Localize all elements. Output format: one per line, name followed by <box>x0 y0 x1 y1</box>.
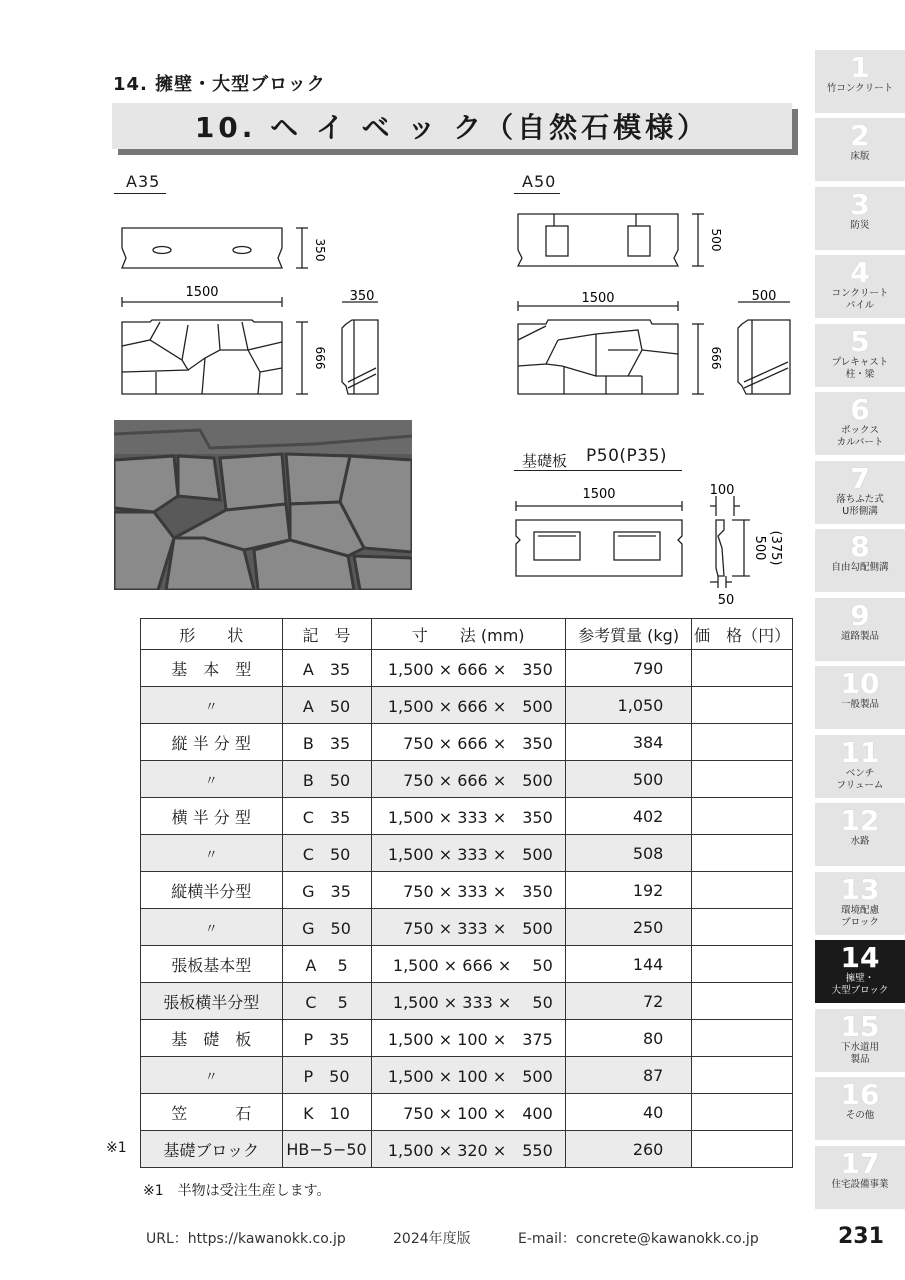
tab-label: 擁壁・ 大型ブロック <box>831 973 889 996</box>
dimension-cell: 1,500 × 100 × 500 <box>371 1057 565 1094</box>
tab-label: 下水道用 製品 <box>840 1042 879 1065</box>
code-cell: C 5 <box>282 983 371 1020</box>
footnote: ※1 半物は受注生産します。 <box>143 1183 331 1199</box>
a35-side-drawing <box>338 290 388 400</box>
header-dimension: 寸 法 (mm) <box>371 619 565 650</box>
code-cell: G 50 <box>282 909 371 946</box>
base-bottom-dim: 50 <box>717 593 735 608</box>
a50-height-dim: 500 <box>709 228 723 252</box>
tab-chapter-1[interactable] <box>815 50 905 113</box>
a50-label: A50 <box>522 172 557 191</box>
a50-width-dim: 1500 <box>581 291 615 306</box>
tab-label: その他 <box>845 1110 875 1121</box>
tab-number: 3 <box>850 188 870 221</box>
tab-chapter-8[interactable] <box>815 529 905 592</box>
weight-cell: 40 <box>565 1094 692 1131</box>
code-cell: A 50 <box>282 687 371 724</box>
code-cell: A 35 <box>282 650 371 687</box>
dimension-cell: 750 × 333 × 500 <box>371 909 565 946</box>
tab-label: プレキャスト 柱・梁 <box>831 357 889 380</box>
dimension-cell: 1,500 × 333 × 50 <box>371 983 565 1020</box>
code-cell: C 35 <box>282 798 371 835</box>
price-cell <box>692 909 793 946</box>
tab-chapter-17[interactable] <box>815 1146 905 1209</box>
tab-chapter-12[interactable] <box>815 803 905 866</box>
code-cell: C 50 <box>282 835 371 872</box>
weight-cell: 500 <box>565 761 692 798</box>
shape-cell: 〃 <box>141 687 283 724</box>
dimension-cell: 750 × 100 × 400 <box>371 1094 565 1131</box>
shape-cell: 張板横半分型 <box>141 983 283 1020</box>
tab-number: 17 <box>840 1147 880 1180</box>
shape-cell: 縦 半 分 型 <box>141 724 283 761</box>
section-heading: 14. 擁壁・大型ブロック <box>113 74 326 95</box>
shape-cell: 基 本 型 <box>141 650 283 687</box>
weight-cell: 87 <box>565 1057 692 1094</box>
weight-cell: 508 <box>565 835 692 872</box>
code-cell: K 10 <box>282 1094 371 1131</box>
table-header-row <box>141 619 793 650</box>
tab-number: 9 <box>850 599 870 632</box>
price-cell <box>692 872 793 909</box>
tab-label: 道路製品 <box>840 631 879 642</box>
tab-label: ボックス カルバート <box>836 425 884 448</box>
shape-cell: 〃 <box>141 909 283 946</box>
table-row <box>141 983 793 1020</box>
tab-chapter-4[interactable] <box>815 255 905 318</box>
a35-depth-dim: 350 <box>349 290 375 304</box>
a35-width-dim: 1500 <box>185 285 219 300</box>
tab-chapter-7[interactable] <box>815 461 905 524</box>
tab-number: 11 <box>840 736 880 769</box>
tab-number: 16 <box>840 1078 880 1111</box>
price-cell <box>692 1020 793 1057</box>
base-plate-drawing <box>510 478 800 608</box>
price-cell <box>692 983 793 1020</box>
spec-table <box>140 618 793 1168</box>
a50-underline <box>514 193 560 194</box>
weight-cell: 1,050 <box>565 687 692 724</box>
dimension-cell: 1,500 × 100 × 375 <box>371 1020 565 1057</box>
tab-label: 環境配慮 ブロック <box>840 905 879 928</box>
a35-front-height-dim: 666 <box>313 346 327 370</box>
header-price: 価 格（円） <box>692 619 793 650</box>
tab-number: 7 <box>850 462 870 495</box>
tab-chapter-16[interactable] <box>815 1077 905 1140</box>
code-cell: P 35 <box>282 1020 371 1057</box>
tab-number: 10 <box>840 667 880 700</box>
dimension-cell: 1,500 × 320 × 550 <box>371 1131 565 1168</box>
shape-cell: 張板基本型 <box>141 946 283 983</box>
price-cell <box>692 1057 793 1094</box>
base-width-dim: 1500 <box>582 487 616 502</box>
tab-label: 自由勾配側溝 <box>831 562 889 573</box>
dimension-cell: 1,500 × 666 × 50 <box>371 946 565 983</box>
table-row <box>141 798 793 835</box>
base-plate-label: 基礎板 <box>522 452 568 470</box>
price-cell <box>692 761 793 798</box>
row-note-mark: ※1 <box>106 1140 127 1156</box>
tab-label: 住宅設備事業 <box>831 1179 889 1190</box>
tab-chapter-3[interactable] <box>815 187 905 250</box>
table-row <box>141 650 793 687</box>
shape-cell: 〃 <box>141 761 283 798</box>
shape-cell: 基礎ブロック <box>141 1131 283 1168</box>
table-row <box>141 1094 793 1131</box>
tab-number: 12 <box>840 804 880 837</box>
tab-label: コンクリート パイル <box>831 288 889 311</box>
weight-cell: 250 <box>565 909 692 946</box>
table-row <box>141 1057 793 1094</box>
a35-label: A35 <box>126 172 161 191</box>
table-row <box>141 872 793 909</box>
tab-label: 水路 <box>850 836 870 847</box>
tab-number: 15 <box>840 1010 880 1043</box>
dimension-cell: 750 × 666 × 500 <box>371 761 565 798</box>
tab-chapter-13[interactable] <box>815 872 905 935</box>
dimension-cell: 1,500 × 666 × 500 <box>371 687 565 724</box>
stone-pattern-photo <box>114 420 412 590</box>
tab-number: 2 <box>850 119 870 152</box>
code-cell: HB−5−50 <box>282 1131 371 1168</box>
footer-url[interactable]: URL：https://kawanokk.co.jp <box>146 1231 346 1247</box>
tab-number: 13 <box>840 873 880 906</box>
tab-label: 床版 <box>850 151 870 162</box>
tab-number: 4 <box>850 256 870 289</box>
base-plate-underline <box>514 470 682 471</box>
a50-drawing <box>510 200 740 410</box>
dimension-cell: 1,500 × 333 × 500 <box>371 835 565 872</box>
tab-chapter-6[interactable] <box>815 392 905 455</box>
price-cell <box>692 724 793 761</box>
tab-number: 6 <box>850 393 870 426</box>
code-cell: B 35 <box>282 724 371 761</box>
table-row <box>141 835 793 872</box>
a50-side-drawing <box>734 290 794 400</box>
dimension-cell: 750 × 666 × 350 <box>371 724 565 761</box>
table-row <box>141 1131 793 1168</box>
shape-cell: 〃 <box>141 1057 283 1094</box>
table-row <box>141 909 793 946</box>
shape-cell: 〃 <box>141 835 283 872</box>
footer-email[interactable]: E-mail：concrete@kawanokk.co.jp <box>518 1231 759 1247</box>
code-cell: A 5 <box>282 946 371 983</box>
tab-number: 1 <box>850 51 870 84</box>
table-row <box>141 946 793 983</box>
price-cell <box>692 1094 793 1131</box>
a35-underline <box>114 193 166 194</box>
shape-cell: 基 礎 板 <box>141 1020 283 1057</box>
shape-cell: 縦横半分型 <box>141 872 283 909</box>
tab-chapter-14[interactable] <box>815 940 905 1003</box>
tab-chapter-2[interactable] <box>815 118 905 181</box>
weight-cell: 402 <box>565 798 692 835</box>
code-cell: B 50 <box>282 761 371 798</box>
a50-depth-dim: 500 <box>751 290 777 304</box>
tab-number: 8 <box>850 530 870 563</box>
weight-cell: 260 <box>565 1131 692 1168</box>
table-row <box>141 1020 793 1057</box>
dimension-cell: 1,500 × 666 × 350 <box>371 650 565 687</box>
weight-cell: 144 <box>565 946 692 983</box>
price-cell <box>692 1131 793 1168</box>
price-cell <box>692 798 793 835</box>
header-weight: 参考質量 (kg) <box>565 619 692 650</box>
page-number: 231 <box>838 1224 884 1249</box>
price-cell <box>692 946 793 983</box>
weight-cell: 72 <box>565 983 692 1020</box>
tab-number: 5 <box>850 325 870 358</box>
tab-label: 防災 <box>850 220 870 231</box>
a35-height-dim: 350 <box>313 238 327 262</box>
tab-number: 14 <box>840 941 880 974</box>
a35-drawing <box>110 210 340 410</box>
shape-cell: 笠 石 <box>141 1094 283 1131</box>
tab-label: 一般製品 <box>840 699 879 710</box>
header-shape: 形 状 <box>141 619 283 650</box>
tab-chapter-15[interactable] <box>815 1009 905 1072</box>
code-cell: G 35 <box>282 872 371 909</box>
price-cell <box>692 650 793 687</box>
price-cell <box>692 687 793 724</box>
tab-chapter-9[interactable] <box>815 598 905 661</box>
tab-label: 竹コンクリート <box>826 83 894 94</box>
dimension-cell: 1,500 × 333 × 350 <box>371 798 565 835</box>
dimension-cell: 750 × 333 × 350 <box>371 872 565 909</box>
header-code: 記 号 <box>282 619 371 650</box>
base-top-dim: 100 <box>709 483 735 498</box>
tab-chapter-10[interactable] <box>815 666 905 729</box>
table-row <box>141 687 793 724</box>
code-cell: P 50 <box>282 1057 371 1094</box>
weight-cell: 790 <box>565 650 692 687</box>
tab-chapter-5[interactable] <box>815 324 905 387</box>
table-row <box>141 761 793 798</box>
weight-cell: 192 <box>565 872 692 909</box>
base-plate-code: P50(P35) <box>586 446 668 466</box>
page-title: 10. ヘ イ ベ ッ ク（自然石模様） <box>112 103 792 149</box>
base-height-alt-dim: (375) <box>768 530 783 566</box>
footer-edition: 2024年度版 <box>393 1231 471 1247</box>
tab-label: 落ちふた式 U形側溝 <box>836 494 884 517</box>
weight-cell: 384 <box>565 724 692 761</box>
tab-chapter-11[interactable] <box>815 735 905 798</box>
shape-cell: 横 半 分 型 <box>141 798 283 835</box>
price-cell <box>692 835 793 872</box>
tab-label: ベンチ フリューム <box>836 768 884 791</box>
base-height-dim: 500 <box>752 535 767 561</box>
weight-cell: 80 <box>565 1020 692 1057</box>
a50-front-height-dim: 666 <box>709 346 723 370</box>
table-row <box>141 724 793 761</box>
